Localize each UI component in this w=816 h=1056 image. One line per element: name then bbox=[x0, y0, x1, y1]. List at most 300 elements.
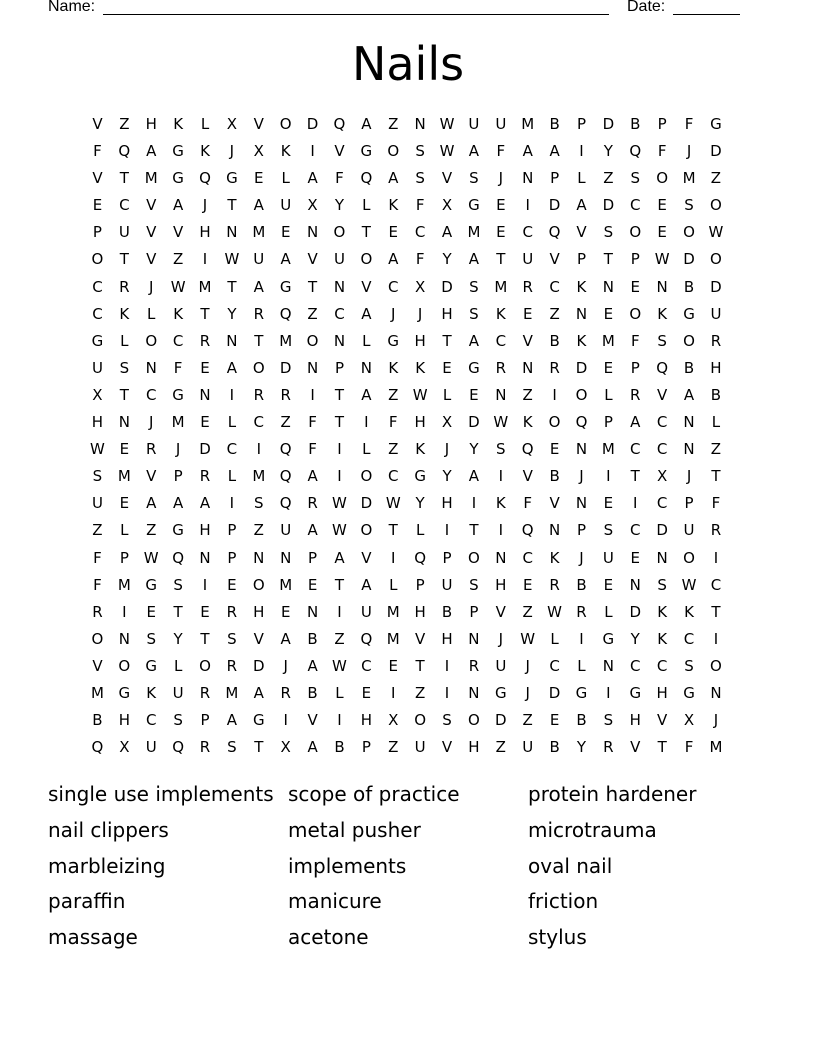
grid-letter[interactable]: T bbox=[227, 196, 237, 215]
grid-letter[interactable]: L bbox=[550, 629, 559, 648]
grid-letter[interactable]: S bbox=[173, 575, 183, 594]
grid-letter[interactable]: T bbox=[630, 467, 640, 486]
grid-letter[interactable]: T bbox=[469, 521, 479, 540]
grid-letter[interactable]: V bbox=[253, 115, 264, 133]
grid-letter[interactable]: E bbox=[388, 656, 398, 675]
grid-letter[interactable]: O bbox=[629, 304, 642, 323]
grid-letter[interactable]: N bbox=[333, 277, 346, 296]
grid-letter[interactable]: R bbox=[253, 385, 264, 404]
grid-letter[interactable]: L bbox=[120, 521, 129, 540]
grid-letter[interactable]: B bbox=[307, 683, 318, 702]
grid-letter[interactable]: E bbox=[119, 494, 130, 513]
grid-letter[interactable]: K bbox=[549, 548, 560, 567]
grid-letter[interactable]: L bbox=[389, 575, 398, 594]
grid-letter[interactable]: P bbox=[630, 250, 640, 269]
grid-letter[interactable]: P bbox=[550, 169, 560, 188]
grid-letter[interactable]: K bbox=[388, 196, 399, 215]
grid-letter[interactable]: G bbox=[629, 683, 642, 702]
grid-letter[interactable]: O bbox=[279, 115, 292, 133]
grid-letter[interactable]: J bbox=[149, 277, 154, 296]
grid-letter[interactable]: N bbox=[199, 548, 211, 567]
grid-letter[interactable]: T bbox=[200, 629, 210, 648]
grid-letter[interactable]: D bbox=[683, 250, 695, 269]
grid-letter[interactable]: H bbox=[414, 602, 426, 621]
grid-letter[interactable]: R bbox=[226, 656, 238, 675]
grid-letter[interactable]: R bbox=[280, 683, 291, 702]
grid-letter[interactable]: N bbox=[118, 413, 130, 432]
grid-letter[interactable]: S bbox=[657, 331, 667, 350]
grid-letter[interactable]: W bbox=[547, 602, 562, 621]
grid-letter[interactable]: S bbox=[92, 467, 103, 486]
grid-letter[interactable]: K bbox=[684, 602, 694, 621]
grid-letter[interactable]: S bbox=[469, 304, 479, 323]
grid-letter[interactable]: O bbox=[118, 656, 131, 675]
grid-letter[interactable]: Y bbox=[442, 250, 452, 269]
grid-letter[interactable]: K bbox=[657, 629, 668, 648]
grid-letter[interactable]: P bbox=[173, 467, 183, 486]
grid-letter[interactable]: J bbox=[579, 548, 584, 567]
grid-letter[interactable]: D bbox=[468, 413, 480, 432]
grid-letter[interactable]: H bbox=[441, 494, 453, 513]
grid-letter[interactable]: C bbox=[630, 440, 641, 459]
grid-letter[interactable]: V bbox=[549, 250, 560, 269]
grid-letter[interactable]: U bbox=[414, 738, 426, 757]
grid-letter[interactable]: U bbox=[145, 738, 157, 757]
grid-letter[interactable]: N bbox=[575, 304, 588, 323]
grid-letter[interactable]: V bbox=[657, 711, 668, 730]
grid-letter[interactable]: N bbox=[656, 277, 668, 296]
grid-letter[interactable]: M bbox=[279, 331, 293, 350]
grid-letter[interactable]: S bbox=[469, 575, 479, 594]
grid-letter[interactable]: S bbox=[469, 169, 479, 188]
grid-letter[interactable]: M bbox=[144, 169, 158, 188]
grid-letter[interactable]: N bbox=[602, 656, 614, 675]
grid-letter[interactable]: R bbox=[199, 738, 211, 757]
grid-letter[interactable]: A bbox=[307, 521, 318, 540]
grid-letter[interactable]: D bbox=[495, 711, 507, 730]
grid-letter[interactable]: S bbox=[146, 629, 156, 648]
grid-letter[interactable]: F bbox=[388, 413, 398, 432]
grid-letter[interactable]: O bbox=[710, 250, 722, 269]
grid-letter[interactable]: O bbox=[333, 223, 346, 242]
grid-letter[interactable]: Z bbox=[549, 304, 560, 323]
grid-letter[interactable]: J bbox=[686, 142, 692, 161]
grid-letter[interactable]: L bbox=[362, 440, 371, 459]
grid-letter[interactable]: O bbox=[252, 575, 265, 594]
grid-letter[interactable]: C bbox=[656, 413, 668, 432]
grid-letter[interactable]: W bbox=[493, 413, 509, 432]
grid-letter[interactable]: I bbox=[713, 629, 719, 648]
grid-letter[interactable]: O bbox=[629, 223, 642, 242]
grid-letter[interactable]: A bbox=[199, 494, 211, 513]
grid-letter[interactable]: E bbox=[200, 413, 210, 432]
grid-letter[interactable]: I bbox=[444, 683, 450, 702]
grid-letter[interactable]: L bbox=[147, 304, 156, 323]
grid-letter[interactable]: U bbox=[91, 358, 103, 377]
grid-letter[interactable]: U bbox=[91, 494, 103, 513]
grid-letter[interactable]: S bbox=[657, 575, 667, 594]
grid-letter[interactable]: J bbox=[391, 304, 396, 323]
grid-letter[interactable]: J bbox=[686, 467, 692, 486]
grid-letter[interactable]: S bbox=[684, 656, 694, 675]
grid-letter[interactable]: N bbox=[602, 277, 614, 296]
grid-letter[interactable]: E bbox=[469, 385, 479, 404]
grid-letter[interactable]: A bbox=[146, 494, 157, 513]
grid-letter[interactable]: C bbox=[334, 304, 345, 323]
grid-letter[interactable]: Z bbox=[710, 169, 722, 188]
grid-letter[interactable]: V bbox=[549, 494, 560, 513]
grid-letter[interactable]: N bbox=[656, 548, 668, 567]
grid-letter[interactable]: O bbox=[387, 142, 400, 161]
grid-letter[interactable]: F bbox=[684, 115, 694, 133]
grid-letter[interactable]: D bbox=[710, 277, 722, 296]
grid-letter[interactable]: G bbox=[172, 385, 184, 404]
grid-letter[interactable]: F bbox=[415, 250, 425, 269]
grid-letter[interactable]: Q bbox=[279, 467, 292, 486]
grid-letter[interactable]: C bbox=[119, 196, 130, 215]
grid-letter[interactable]: Q bbox=[172, 548, 185, 567]
grid-letter[interactable]: Z bbox=[522, 385, 533, 404]
grid-letter[interactable]: N bbox=[360, 358, 372, 377]
grid-letter[interactable]: C bbox=[549, 277, 560, 296]
grid-letter[interactable]: N bbox=[710, 683, 722, 702]
grid-letter[interactable]: S bbox=[227, 629, 237, 648]
grid-letter[interactable]: T bbox=[119, 169, 129, 188]
grid-letter[interactable]: F bbox=[523, 494, 533, 513]
grid-letter[interactable]: A bbox=[388, 169, 399, 188]
grid-letter[interactable]: I bbox=[525, 196, 530, 215]
grid-letter[interactable]: J bbox=[175, 440, 181, 459]
grid-letter[interactable]: R bbox=[119, 277, 130, 296]
grid-letter[interactable]: Z bbox=[172, 250, 184, 269]
grid-letter[interactable]: I bbox=[391, 548, 396, 567]
grid-letter[interactable]: C bbox=[656, 656, 668, 675]
grid-letter[interactable]: C bbox=[388, 467, 399, 486]
grid-letter[interactable]: W bbox=[224, 250, 240, 269]
grid-letter[interactable]: C bbox=[92, 304, 103, 323]
grid-letter[interactable]: Q bbox=[199, 169, 211, 188]
grid-letter[interactable]: Q bbox=[548, 223, 561, 242]
grid-letter[interactable]: R bbox=[468, 656, 480, 675]
grid-letter[interactable]: P bbox=[442, 548, 452, 567]
grid-letter[interactable]: O bbox=[710, 196, 722, 215]
grid-letter[interactable]: A bbox=[253, 196, 264, 215]
grid-letter[interactable]: K bbox=[657, 304, 668, 323]
grid-letter[interactable]: U bbox=[253, 250, 265, 269]
grid-letter[interactable]: T bbox=[307, 277, 318, 296]
grid-letter[interactable]: Q bbox=[575, 413, 588, 432]
grid-letter[interactable]: N bbox=[495, 385, 507, 404]
grid-letter[interactable]: H bbox=[441, 629, 453, 648]
grid-letter[interactable]: L bbox=[362, 331, 371, 350]
grid-letter[interactable]: Y bbox=[227, 304, 237, 323]
grid-letter[interactable]: B bbox=[683, 277, 695, 296]
grid-letter[interactable]: A bbox=[172, 494, 184, 513]
grid-letter[interactable]: D bbox=[360, 494, 373, 513]
grid-letter[interactable]: H bbox=[710, 358, 722, 377]
grid-letter[interactable]: S bbox=[119, 358, 130, 377]
grid-letter[interactable]: E bbox=[630, 277, 640, 296]
grid-letter[interactable]: G bbox=[414, 467, 426, 486]
grid-letter[interactable]: W bbox=[332, 521, 347, 540]
grid-letter[interactable]: C bbox=[630, 656, 641, 675]
grid-letter[interactable]: E bbox=[522, 304, 533, 323]
grid-letter[interactable]: Q bbox=[360, 629, 373, 648]
grid-letter[interactable]: J bbox=[202, 196, 208, 215]
grid-letter[interactable]: U bbox=[495, 115, 507, 133]
grid-letter[interactable]: W bbox=[90, 440, 105, 459]
grid-letter[interactable]: R bbox=[199, 467, 211, 486]
grid-letter[interactable]: M bbox=[467, 223, 481, 242]
grid-letter[interactable]: I bbox=[713, 548, 719, 567]
grid-letter[interactable]: A bbox=[172, 196, 184, 215]
grid-letter[interactable]: K bbox=[415, 358, 426, 377]
grid-letter[interactable]: P bbox=[576, 521, 586, 540]
grid-letter[interactable]: F bbox=[415, 196, 425, 215]
grid-letter[interactable]: L bbox=[173, 656, 183, 675]
grid-letter[interactable]: K bbox=[173, 304, 184, 323]
grid-letter[interactable]: L bbox=[604, 385, 613, 404]
grid-letter[interactable]: A bbox=[441, 223, 453, 242]
grid-letter[interactable]: W bbox=[143, 548, 159, 567]
grid-letter[interactable]: W bbox=[520, 629, 536, 648]
grid-letter[interactable]: D bbox=[548, 196, 561, 215]
grid-letter[interactable]: K bbox=[280, 142, 291, 161]
grid-letter[interactable]: N bbox=[199, 385, 211, 404]
grid-letter[interactable]: Y bbox=[603, 142, 613, 161]
grid-letter[interactable]: L bbox=[335, 683, 344, 702]
grid-letter[interactable]: P bbox=[334, 358, 344, 377]
grid-letter[interactable]: P bbox=[630, 358, 640, 377]
grid-letter[interactable]: R bbox=[199, 683, 211, 702]
grid-letter[interactable]: L bbox=[200, 115, 210, 133]
grid-letter[interactable]: V bbox=[361, 548, 372, 567]
grid-letter[interactable]: X bbox=[119, 738, 130, 757]
grid-letter[interactable]: R bbox=[146, 440, 157, 459]
grid-letter[interactable]: S bbox=[630, 169, 641, 188]
grid-letter[interactable]: X bbox=[441, 413, 453, 432]
grid-letter[interactable]: N bbox=[548, 521, 561, 540]
grid-letter[interactable]: I bbox=[202, 250, 208, 269]
grid-letter[interactable]: L bbox=[577, 656, 586, 675]
grid-letter[interactable]: U bbox=[495, 656, 507, 675]
grid-letter[interactable]: T bbox=[496, 250, 506, 269]
grid-letter[interactable]: M bbox=[386, 602, 400, 621]
grid-letter[interactable]: K bbox=[657, 602, 668, 621]
grid-letter[interactable]: I bbox=[579, 142, 584, 161]
grid-letter[interactable]: Q bbox=[414, 548, 427, 567]
grid-letter[interactable]: G bbox=[387, 331, 400, 350]
grid-letter[interactable]: N bbox=[575, 494, 588, 513]
grid-letter[interactable]: K bbox=[415, 440, 426, 459]
grid-letter[interactable]: B bbox=[683, 358, 695, 377]
grid-letter[interactable]: T bbox=[334, 575, 345, 594]
grid-letter[interactable]: A bbox=[307, 467, 318, 486]
grid-letter[interactable]: E bbox=[549, 440, 560, 459]
grid-letter[interactable]: A bbox=[468, 331, 480, 350]
grid-letter[interactable]: H bbox=[253, 602, 265, 621]
grid-letter[interactable]: A bbox=[334, 548, 345, 567]
grid-letter[interactable]: E bbox=[119, 440, 130, 459]
grid-letter[interactable]: R bbox=[495, 358, 507, 377]
grid-letter[interactable]: D bbox=[710, 142, 722, 161]
grid-letter[interactable]: Y bbox=[442, 467, 452, 486]
grid-letter[interactable]: E bbox=[603, 304, 614, 323]
grid-letter[interactable]: D bbox=[629, 602, 642, 621]
grid-letter[interactable]: D bbox=[602, 196, 615, 215]
grid-letter[interactable]: X bbox=[657, 467, 668, 486]
grid-letter[interactable]: V bbox=[441, 738, 453, 757]
grid-letter[interactable]: L bbox=[120, 331, 129, 350]
grid-letter[interactable]: T bbox=[388, 521, 398, 540]
grid-letter[interactable]: Q bbox=[91, 738, 104, 757]
grid-letter[interactable]: G bbox=[468, 196, 480, 215]
grid-letter[interactable]: R bbox=[280, 385, 291, 404]
grid-letter[interactable]: P bbox=[469, 602, 479, 621]
grid-letter[interactable]: D bbox=[602, 115, 615, 133]
grid-letter[interactable]: B bbox=[549, 331, 560, 350]
grid-letter[interactable]: N bbox=[118, 629, 130, 648]
grid-letter[interactable]: O bbox=[548, 413, 561, 432]
grid-letter[interactable]: B bbox=[549, 738, 560, 757]
grid-letter[interactable]: I bbox=[229, 385, 235, 404]
grid-letter[interactable]: U bbox=[280, 521, 292, 540]
grid-letter[interactable]: V bbox=[307, 711, 318, 730]
grid-letter[interactable]: N bbox=[280, 548, 292, 567]
grid-letter[interactable]: R bbox=[307, 494, 318, 513]
grid-letter[interactable]: K bbox=[388, 358, 399, 377]
grid-letter[interactable]: C bbox=[656, 440, 668, 459]
grid-letter[interactable]: L bbox=[711, 413, 721, 432]
grid-letter[interactable]: B bbox=[441, 602, 453, 621]
grid-letter[interactable]: M bbox=[171, 413, 185, 432]
grid-letter[interactable]: N bbox=[629, 575, 641, 594]
grid-letter[interactable]: F bbox=[335, 169, 344, 188]
grid-letter[interactable]: U bbox=[683, 521, 695, 540]
grid-letter[interactable]: A bbox=[146, 142, 157, 161]
grid-letter[interactable]: S bbox=[415, 142, 425, 161]
grid-letter[interactable]: J bbox=[229, 142, 235, 161]
grid-letter[interactable]: I bbox=[283, 711, 288, 730]
grid-letter[interactable]: W bbox=[681, 575, 697, 594]
grid-letter[interactable]: Y bbox=[576, 738, 587, 757]
grid-letter[interactable]: V bbox=[92, 169, 103, 188]
grid-letter[interactable]: N bbox=[226, 331, 238, 350]
grid-letter[interactable]: L bbox=[227, 413, 237, 432]
grid-letter[interactable]: C bbox=[549, 656, 560, 675]
grid-letter[interactable]: P bbox=[361, 738, 371, 757]
grid-letter[interactable]: R bbox=[630, 385, 641, 404]
grid-letter[interactable]: B bbox=[576, 711, 587, 730]
grid-letter[interactable]: O bbox=[575, 385, 588, 404]
grid-letter[interactable]: E bbox=[280, 602, 291, 621]
grid-letter[interactable]: L bbox=[227, 467, 237, 486]
grid-letter[interactable]: I bbox=[552, 385, 557, 404]
grid-letter[interactable]: V bbox=[253, 629, 264, 648]
grid-letter[interactable]: M bbox=[601, 331, 615, 350]
grid-letter[interactable]: K bbox=[119, 304, 130, 323]
grid-letter[interactable]: N bbox=[683, 440, 695, 459]
grid-letter[interactable]: V bbox=[146, 250, 157, 269]
grid-letter[interactable]: N bbox=[468, 629, 480, 648]
grid-letter[interactable]: Q bbox=[279, 440, 292, 459]
grid-letter[interactable]: E bbox=[657, 223, 667, 242]
grid-letter[interactable]: G bbox=[575, 683, 588, 702]
grid-letter[interactable]: C bbox=[361, 656, 372, 675]
grid-letter[interactable]: U bbox=[602, 548, 614, 567]
grid-letter[interactable]: A bbox=[307, 656, 318, 675]
grid-letter[interactable]: G bbox=[683, 683, 695, 702]
grid-letter[interactable]: H bbox=[414, 331, 426, 350]
grid-letter[interactable]: T bbox=[254, 331, 264, 350]
grid-letter[interactable]: Q bbox=[521, 521, 534, 540]
grid-letter[interactable]: C bbox=[656, 494, 668, 513]
grid-letter[interactable]: A bbox=[388, 250, 399, 269]
grid-letter[interactable]: Z bbox=[388, 440, 399, 459]
grid-letter[interactable]: V bbox=[92, 115, 103, 133]
grid-letter[interactable]: S bbox=[496, 440, 506, 459]
grid-letter[interactable]: T bbox=[711, 467, 721, 486]
grid-letter[interactable]: E bbox=[522, 575, 533, 594]
grid-letter[interactable]: W bbox=[439, 115, 455, 133]
grid-letter[interactable]: C bbox=[92, 277, 103, 296]
grid-letter[interactable]: W bbox=[170, 277, 186, 296]
grid-letter[interactable]: X bbox=[307, 196, 318, 215]
grid-letter[interactable]: V bbox=[307, 250, 318, 269]
grid-letter[interactable]: W bbox=[385, 494, 401, 513]
grid-letter[interactable]: G bbox=[226, 169, 238, 188]
grid-letter[interactable]: M bbox=[225, 683, 239, 702]
grid-letter[interactable]: V bbox=[415, 629, 426, 648]
grid-letter[interactable]: E bbox=[361, 683, 372, 702]
grid-letter[interactable]: T bbox=[657, 738, 667, 757]
grid-letter[interactable]: D bbox=[441, 277, 453, 296]
grid-letter[interactable]: T bbox=[173, 602, 183, 621]
grid-letter[interactable]: K bbox=[576, 277, 587, 296]
grid-letter[interactable]: X bbox=[683, 711, 695, 730]
grid-letter[interactable]: O bbox=[360, 250, 373, 269]
grid-letter[interactable]: N bbox=[522, 358, 534, 377]
grid-letter[interactable]: O bbox=[145, 331, 158, 350]
grid-letter[interactable]: N bbox=[522, 169, 534, 188]
grid-letter[interactable]: R bbox=[603, 738, 614, 757]
grid-letter[interactable]: A bbox=[226, 711, 238, 730]
grid-letter[interactable]: D bbox=[575, 358, 588, 377]
grid-letter[interactable]: E bbox=[254, 169, 264, 188]
grid-letter[interactable]: L bbox=[604, 602, 613, 621]
grid-letter[interactable]: Q bbox=[629, 142, 642, 161]
grid-letter[interactable]: K bbox=[173, 115, 184, 133]
grid-letter[interactable]: I bbox=[337, 467, 342, 486]
grid-letter[interactable]: I bbox=[444, 521, 450, 540]
grid-letter[interactable]: M bbox=[117, 467, 131, 486]
grid-letter[interactable]: P bbox=[576, 115, 586, 133]
grid-letter[interactable]: F bbox=[93, 575, 102, 594]
grid-letter[interactable]: S bbox=[603, 521, 614, 540]
grid-letter[interactable]: O bbox=[683, 223, 695, 242]
grid-letter[interactable]: I bbox=[337, 602, 342, 621]
grid-letter[interactable]: Q bbox=[118, 142, 131, 161]
grid-letter[interactable]: I bbox=[310, 142, 315, 161]
grid-letter[interactable]: A bbox=[683, 385, 695, 404]
grid-letter[interactable]: K bbox=[146, 683, 157, 702]
grid-letter[interactable]: N bbox=[333, 331, 346, 350]
grid-letter[interactable]: C bbox=[226, 440, 238, 459]
grid-letter[interactable]: I bbox=[471, 494, 477, 513]
grid-letter[interactable]: X bbox=[226, 115, 238, 133]
grid-letter[interactable]: M bbox=[198, 277, 212, 296]
grid-letter[interactable]: P bbox=[657, 115, 667, 133]
